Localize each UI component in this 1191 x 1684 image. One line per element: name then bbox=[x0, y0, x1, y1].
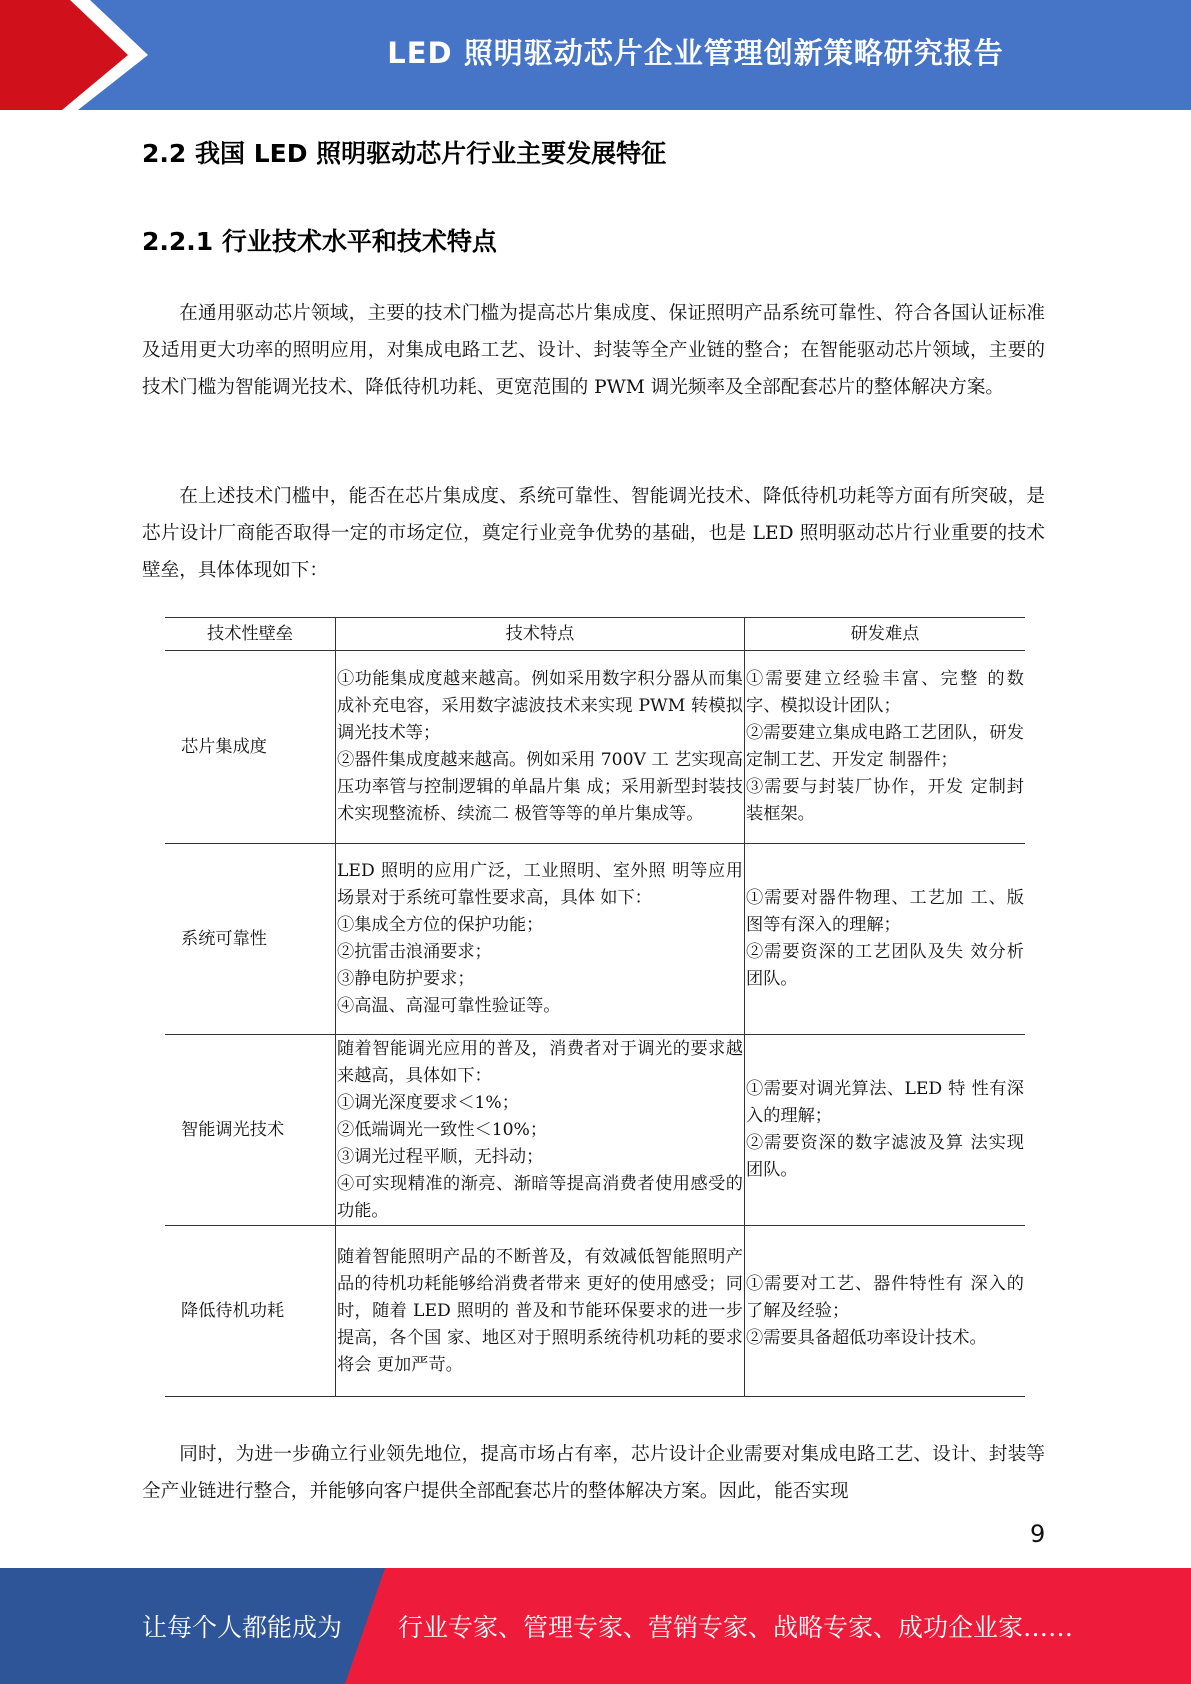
difficulty-line: ③需要与封装厂协作，开发 定制封装框架。 bbox=[746, 777, 1024, 824]
barrier-cell: 芯片集成度 bbox=[165, 651, 336, 844]
difficulty-line: ②需要具备超低功率设计技术。 bbox=[746, 1327, 987, 1348]
table-header-row bbox=[165, 618, 1025, 651]
feature-line: ④可实现精准的渐亮、渐暗等提高消费者使用感受的功能。 bbox=[337, 1173, 743, 1221]
barrier-cell: 智能调光技术 bbox=[165, 1035, 336, 1226]
difficulty-line: ①需要对器件物理、工艺加 工、版图等有深入的理解； bbox=[746, 888, 1024, 935]
feature-line: ③静电防护要求； bbox=[337, 969, 475, 989]
paragraph-2: 在上述技术门槛中，能否在芯片集成度、系统可靠性、智能调光技术、降低待机功耗等方面有所突破，是芯片设计厂商能否取得一定的市场定位，奠定行业竞争优势的基础，也是 LED 照明驱动芯片行业重要的技术壁垒，具体体现如下： bbox=[142, 486, 1045, 581]
difficulty-line: ①需要对调光算法、LED 特 性有深入的理解； bbox=[746, 1079, 1024, 1126]
feature-line: ①调光深度要求＜1%； bbox=[337, 1092, 519, 1113]
page-footer bbox=[0, 1568, 1191, 1684]
paragraph-3: 同时，为进一步确立行业领先地位，提高市场占有率，芯片设计企业需要对集成电路工艺、设计、封装等全产业链进行整合，并能够向客户提供全部配套芯片的整体解决方案。因此，能否实现 bbox=[142, 1444, 1045, 1502]
feature-line: ③调光过程平顺，无抖动； bbox=[337, 1146, 544, 1167]
footer-slogan-left: 让每个人都能成为 bbox=[142, 1613, 343, 1642]
page-number: 9 bbox=[1030, 1520, 1046, 1548]
features-cell bbox=[336, 1226, 745, 1397]
barrier-cell: 降低待机功耗 bbox=[165, 1226, 336, 1397]
footer-slogan-right: 行业专家、管理专家、营销专家、战略专家、成功企业家…… bbox=[398, 1613, 1074, 1642]
page-header bbox=[0, 0, 1191, 110]
difficulty-line: ①需要对工艺、器件特性有 深入的了解及经验； bbox=[746, 1273, 1024, 1321]
features-cell bbox=[336, 844, 745, 1035]
table-row bbox=[165, 651, 1025, 844]
feature-line: 随着智能照明产品的不断普及，有效减低智能照明产品的待机功耗能够给消费者带来 更好的使用感受；同时，随着 LED 照明的 普及和节能环保要求的进一步提高，各个国 家、地区对于照明系统待机功耗的要求将会 更加严苛。 bbox=[337, 1246, 743, 1375]
paragraph-1: 在通用驱动芯片领域，主要的技术门槛为提高芯片集成度、保证照明产品系统可靠性、符合各国认证标准及适用更大功率的照明应用，对集成电路工艺、设计、封装等全产业链的整合；在智能驱动芯片领域，主要的技术门槛为智能调光技术、降低待机功耗、更宽范围的 PWM 调光频率及全部配套芯片的整体解决方案。 bbox=[142, 303, 1045, 398]
difficulty-line: ①需要建立经验丰富、完整 的数字、模拟设计团队； bbox=[746, 669, 1024, 716]
table-row bbox=[165, 1226, 1025, 1397]
table-row bbox=[165, 1035, 1025, 1226]
subsection-heading: 2.2.1 行业技术水平和技术特点 bbox=[142, 227, 497, 256]
tech-barrier-table bbox=[165, 617, 1025, 1397]
difficulty-line: ②需要资深的数字滤波及算 法实现团队。 bbox=[746, 1133, 1024, 1180]
feature-line: ①集成全方位的保护功能； bbox=[337, 915, 544, 935]
feature-line: ②低端调光一致性＜10%； bbox=[337, 1119, 548, 1140]
feature-line: LED 照明的应用广泛，工业照明、室外照 明等应用场景对于系统可靠性要求高，具体 如下： bbox=[337, 861, 743, 908]
section-heading: 2.2 我国 LED 照明驱动芯片行业主要发展特征 bbox=[142, 139, 667, 168]
difficulties-cell bbox=[745, 1035, 1026, 1226]
report-title: LED 照明驱动芯片企业管理创新策略研究报告 bbox=[387, 35, 1004, 70]
table-row bbox=[165, 844, 1025, 1035]
feature-line: ④高温、高湿可靠性验证等。 bbox=[337, 996, 561, 1016]
feature-line: 随着智能调光应用的普及，消费者对于调光的要求越来越高，具体如下： bbox=[337, 1038, 743, 1086]
difficulty-line: ②需要资深的工艺团队及失 效分析团队。 bbox=[746, 942, 1024, 989]
features-cell bbox=[336, 651, 745, 844]
difficulties-cell bbox=[745, 651, 1026, 844]
difficulties-cell bbox=[745, 844, 1026, 1035]
feature-line: ①功能集成度越来越高。例如采用数字积分器从而集成补充电容，采用数字滤波技术来实现 PWM 转模拟调光技术等； bbox=[337, 669, 743, 743]
difficulties-cell bbox=[745, 1226, 1026, 1397]
barrier-cell: 系统可靠性 bbox=[165, 844, 336, 1035]
feature-line: ②抗雷击浪涌要求； bbox=[337, 942, 492, 962]
table-header-difficulties: 研发难点 bbox=[745, 618, 1026, 651]
difficulty-line: ②需要建立集成电路工艺团队，研发定制工艺、开发定 制器件； bbox=[746, 723, 1024, 770]
table-header-features: 技术特点 bbox=[336, 618, 745, 651]
features-cell bbox=[336, 1035, 745, 1226]
feature-line: ②器件集成度越来越高。例如采用 700V 工 艺实现高压功率管与控制逻辑的单晶片集 成；采用新型封装技术实现整流桥、续流二 极管等等的单片集成等。 bbox=[337, 750, 743, 824]
table-header-barrier: 技术性壁垒 bbox=[165, 618, 336, 651]
